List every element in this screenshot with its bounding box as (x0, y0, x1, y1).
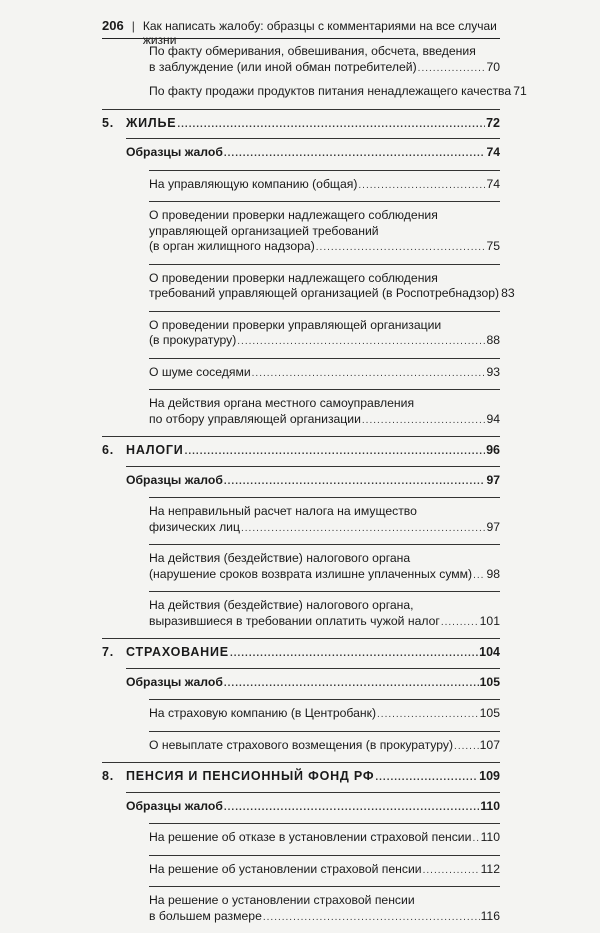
header-rule (102, 38, 500, 39)
section-heading[interactable] (102, 645, 500, 662)
toc-page-number: 97 (486, 472, 500, 487)
section-title: ЖИЛЬЕ (126, 115, 177, 130)
page-number: 206 (102, 18, 124, 33)
section-title-wrap (102, 645, 229, 661)
group-heading[interactable] (102, 473, 500, 490)
toc-entry[interactable] (102, 862, 500, 879)
toc-entry-line (149, 286, 515, 303)
item-rule (149, 823, 500, 824)
section-heading-line (102, 443, 500, 460)
leader-dots (263, 910, 480, 926)
group-heading[interactable] (102, 799, 500, 816)
toc-entry[interactable] (102, 738, 500, 755)
leader-dots (473, 568, 485, 584)
section-rule (102, 638, 500, 639)
toc-entry-text: По факту обмеривания, обвешивания, обсчета, введения (149, 44, 476, 58)
toc-page-number: 75 (486, 239, 500, 253)
leader-dots (237, 334, 485, 350)
toc-entry[interactable] (102, 830, 500, 847)
section-rule (102, 109, 500, 110)
group-heading[interactable] (102, 145, 500, 162)
toc-entry-line (126, 473, 500, 490)
toc-page-number: 116 (480, 908, 500, 923)
toc-entry-line (149, 614, 500, 631)
running-header (102, 18, 500, 47)
toc-entry-text: Образцы жалоб (126, 472, 223, 487)
toc-entry-text: физических лиц (149, 519, 240, 534)
leader-dots (224, 676, 479, 692)
leader-dots (252, 366, 486, 382)
toc-entry-line (149, 830, 500, 847)
section-number: 5. (102, 115, 115, 130)
toc-page-number: 105 (479, 674, 500, 689)
toc-entry-line (126, 799, 500, 816)
toc-entry[interactable] (102, 177, 500, 194)
toc-entry-text: управляющей организацией требований (149, 223, 379, 238)
toc-entry-line (149, 60, 500, 77)
toc-entry-text: Образцы жалоб (126, 145, 223, 159)
item-rule (149, 389, 500, 390)
leader-dots (472, 831, 479, 847)
toc-page-number: 88 (486, 333, 500, 347)
toc-entry-text: О шуме соседями (149, 364, 251, 379)
leader-dots (454, 739, 479, 755)
toc-entry-text: О проведении проверки надлежащего соблюдения (149, 270, 438, 285)
toc-page-number: 97 (486, 519, 500, 534)
leader-dots (358, 178, 485, 194)
toc-entry-text: по отбору управляющей организации (149, 411, 361, 426)
item-rule (149, 699, 500, 700)
toc-entry-line (149, 333, 500, 350)
item-rule (149, 544, 500, 545)
toc-entry-text: требований управляющей организацией (в Роспотребнадзор) (149, 286, 500, 300)
section-rule (102, 762, 500, 763)
item-rule (149, 591, 500, 592)
leader-dots (185, 444, 486, 460)
toc-entry-line (149, 738, 500, 755)
toc-entry[interactable] (102, 44, 500, 76)
toc-entry[interactable] (102, 365, 500, 382)
section-page-number: 104 (479, 645, 500, 659)
toc-entry[interactable] (102, 84, 527, 101)
leader-dots (177, 117, 485, 133)
toc-page-number: 110 (480, 830, 500, 844)
item-rule (149, 855, 500, 856)
toc-entry-line (149, 412, 500, 429)
toc-entry[interactable] (102, 893, 500, 925)
toc-entry-line (149, 365, 500, 382)
section-page-number: 96 (486, 443, 500, 457)
item-rule (149, 170, 500, 171)
toc-page-number: 74 (486, 145, 500, 159)
toc-entry-text: в заблуждение (или иной обман потребителей) (149, 59, 417, 74)
group-rule (126, 138, 500, 139)
toc-entry-line (126, 145, 500, 162)
leader-dots (441, 615, 479, 631)
section-heading[interactable] (102, 769, 500, 786)
toc-entry-line (149, 909, 500, 926)
leader-dots (423, 863, 480, 879)
toc-entry-text: На управляющую компанию (общая) (149, 176, 358, 191)
toc-page-number: 83 (501, 286, 515, 300)
toc-entry[interactable] (102, 270, 515, 303)
item-rule (149, 358, 500, 359)
book-title: Как написать жалобу: образцы с комментариями на все случаи жизни (142, 19, 497, 47)
item-rule (149, 731, 500, 732)
toc-entry-line (149, 84, 527, 101)
toc-entry[interactable] (102, 396, 500, 428)
toc-entry-line (149, 567, 500, 584)
toc-entry-text: На действия органа местного самоуправления (149, 396, 415, 410)
toc-entry-text: (нарушение сроков возврата излишне уплаченных сумм) (149, 566, 473, 581)
toc-entry-text: выразившиеся в требовании оплатить чужой налог (149, 613, 440, 628)
toc-page-number: 112 (480, 861, 500, 876)
toc-entry-text: О проведении проверки управляющей организации (149, 317, 442, 332)
section-heading-line (102, 645, 500, 662)
header-separator: | (131, 19, 135, 33)
toc-page-number: 107 (479, 737, 500, 752)
toc-entry-line (149, 239, 500, 256)
leader-dots (362, 413, 486, 429)
toc-entry-text: Образцы жалоб (126, 674, 223, 689)
item-rule (149, 311, 500, 312)
section-title-wrap (102, 769, 374, 785)
item-rule (149, 497, 500, 498)
toc-entry-text: (в прокуратуру) (149, 333, 237, 347)
toc-page-number: 70 (486, 59, 500, 74)
section-number: 7. (102, 645, 115, 659)
toc-entry-line (149, 706, 500, 723)
item-rule (149, 201, 500, 202)
leader-dots (224, 474, 486, 490)
section-heading[interactable] (102, 116, 500, 133)
section-title-wrap (102, 116, 176, 132)
toc-entry-line (149, 177, 500, 194)
toc-page-number: 98 (486, 566, 500, 581)
toc-entry-text: По факту продажи продуктов питания ненадлежащего качества (149, 84, 512, 98)
section-number: 6. (102, 443, 115, 457)
toc-entry-text: На решение об установлении страховой пенсии (149, 861, 422, 876)
toc-entry-text: О проведении проверки надлежащего соблюдения (149, 208, 438, 222)
section-rule (102, 436, 500, 437)
group-rule (126, 466, 500, 467)
item-rule (149, 264, 500, 265)
toc-entry-text: На решение о установлении страховой пенсии (149, 893, 415, 907)
leader-dots (375, 770, 478, 786)
toc-page-number: 74 (486, 176, 500, 191)
toc-entry-text: Образцы жалоб (126, 798, 223, 813)
toc-page-number: 71 (513, 84, 527, 98)
toc-entry[interactable] (102, 598, 500, 630)
section-heading-line (102, 116, 500, 133)
toc-entry-text: О невыплате страхового возмещения (в прокуратуру) (149, 737, 454, 752)
section-heading[interactable] (102, 443, 500, 460)
section-title: ПЕНСИЯ И ПЕНСИОННЫЙ ФОНД РФ (126, 769, 375, 783)
leader-dots (224, 146, 486, 162)
toc-entry-line (149, 520, 500, 537)
toc-entry-text: (в орган жилищного надзора) (149, 239, 315, 253)
item-rule (149, 886, 500, 887)
section-page-number: 109 (479, 769, 500, 783)
group-rule (126, 668, 500, 669)
toc-entry[interactable] (102, 551, 500, 583)
section-title: НАЛОГИ (126, 443, 184, 457)
toc-page-number: 105 (479, 706, 500, 720)
toc-entry-text: На действия (бездействие) налогового органа (149, 551, 411, 565)
toc-entry[interactable] (102, 208, 500, 256)
table-of-contents (102, 44, 527, 933)
toc-page-number: 93 (486, 364, 500, 379)
toc-page-number: 94 (486, 411, 500, 426)
toc-page-number: 110 (480, 798, 500, 813)
section-heading-line (102, 769, 500, 786)
section-number: 8. (102, 769, 115, 783)
toc-entry-line (149, 862, 500, 879)
section-title: СТРАХОВАНИЕ (126, 645, 229, 659)
leader-dots (377, 707, 479, 723)
toc-page-number: 101 (479, 613, 500, 628)
toc-entry-text: в большем размере (149, 908, 262, 923)
leader-dots (241, 521, 485, 537)
leader-dots (230, 646, 478, 662)
leader-dots (224, 800, 479, 816)
toc-entry[interactable] (102, 706, 500, 723)
toc-entry-text: На неправильный расчет налога на имущество (149, 504, 417, 518)
toc-entry[interactable] (102, 504, 500, 536)
toc-entry[interactable] (102, 318, 500, 350)
group-heading[interactable] (102, 675, 500, 692)
toc-entry-text: На страховую компанию (в Центробанк) (149, 706, 377, 720)
toc-entry-text: На решение об отказе в установлении страховой пенсии (149, 830, 472, 844)
leader-dots (418, 61, 486, 77)
section-title-wrap (102, 443, 184, 459)
group-rule (126, 792, 500, 793)
leader-dots (316, 240, 486, 256)
section-page-number: 72 (486, 115, 500, 130)
toc-entry-text: На действия (бездействие) налогового органа, (149, 598, 414, 612)
toc-entry-line (126, 675, 500, 692)
